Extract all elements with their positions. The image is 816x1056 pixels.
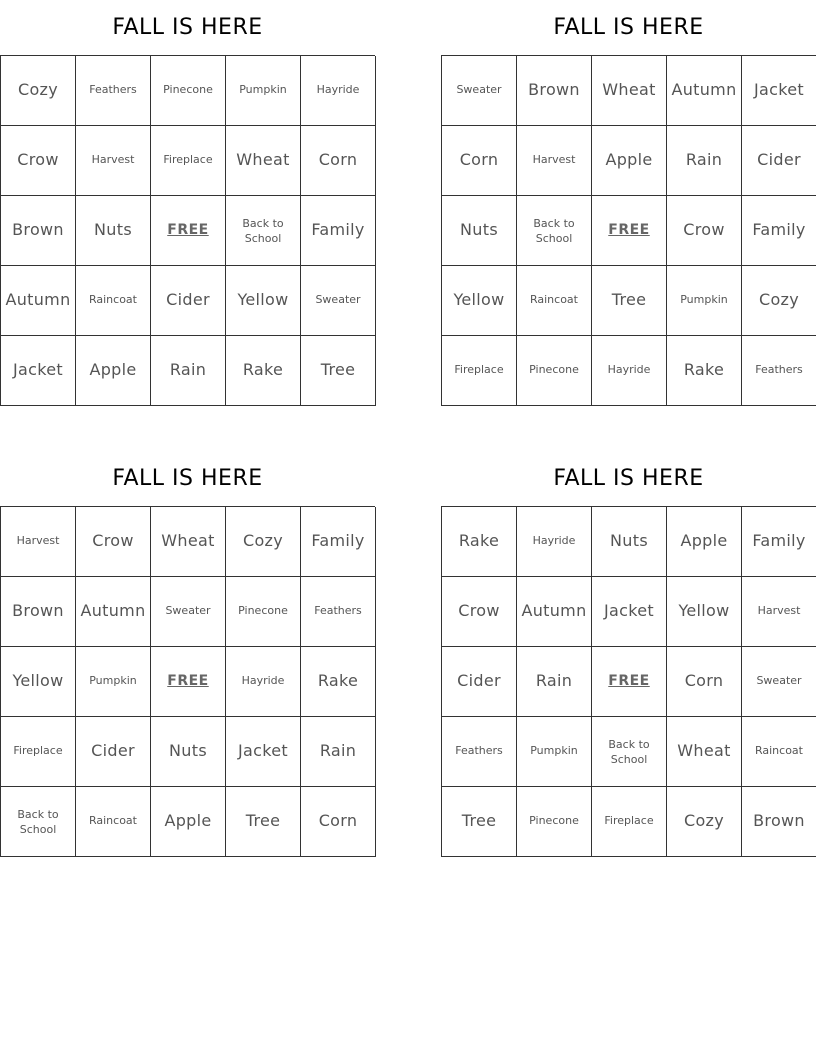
bingo-card-1 xyxy=(0,0,375,406)
bingo-cell xyxy=(442,507,517,577)
bingo-cell-label: Corn xyxy=(318,811,358,831)
bingo-cell-label: Nuts xyxy=(610,531,648,551)
bingo-cell-label: Nuts xyxy=(460,220,498,240)
bingo-cell xyxy=(226,507,301,577)
bingo-cell-label: Autumn xyxy=(5,290,71,310)
bingo-cell-label: Family xyxy=(311,531,365,551)
bingo-cell-label: Crow xyxy=(458,601,500,621)
bingo-cell xyxy=(1,336,76,406)
bingo-cell xyxy=(592,336,667,406)
bingo-cell-label: Cider xyxy=(757,150,801,170)
free-space-cell xyxy=(592,647,667,717)
bingo-cell xyxy=(517,126,592,196)
bingo-cell xyxy=(1,126,76,196)
bingo-cell-label: Pinecone xyxy=(163,83,213,97)
bingo-cell-label: Rain xyxy=(535,671,573,691)
bingo-cell xyxy=(442,126,517,196)
bingo-cell xyxy=(76,507,151,577)
bingo-cell xyxy=(592,787,667,857)
bingo-cell-label: Autumn xyxy=(671,80,737,100)
bingo-cell xyxy=(592,266,667,336)
bingo-cell-label: Fireplace xyxy=(13,744,63,758)
bingo-cell xyxy=(742,266,816,336)
bingo-cell xyxy=(517,336,592,406)
bingo-cell-label: Pumpkin xyxy=(89,674,137,688)
bingo-cell xyxy=(301,717,376,787)
bingo-cell-label: Brown xyxy=(528,80,580,100)
free-space-label: FREE xyxy=(167,222,209,239)
bingo-cell xyxy=(667,507,742,577)
bingo-cell xyxy=(226,196,301,266)
card-title: FALL IS HERE xyxy=(553,466,704,491)
bingo-cell-label: Feathers xyxy=(89,83,137,97)
bingo-cell xyxy=(301,787,376,857)
bingo-cell xyxy=(1,507,76,577)
bingo-cell xyxy=(592,717,667,787)
bingo-cell-label: Feathers xyxy=(755,363,803,377)
bingo-cell xyxy=(76,126,151,196)
bingo-cell xyxy=(667,577,742,647)
free-space-cell xyxy=(151,196,226,266)
bingo-cell-label: Rain xyxy=(319,741,357,761)
bingo-cell xyxy=(301,196,376,266)
bingo-cell xyxy=(1,717,76,787)
free-space-label: FREE xyxy=(608,222,650,239)
bingo-cell-label: Apple xyxy=(164,811,212,831)
bingo-cell-label: Harvest xyxy=(16,534,60,548)
bingo-cell xyxy=(301,126,376,196)
bingo-cell xyxy=(1,196,76,266)
bingo-cell xyxy=(301,577,376,647)
bingo-cell xyxy=(301,336,376,406)
bingo-cell xyxy=(442,647,517,717)
bingo-cell xyxy=(667,336,742,406)
bingo-cell xyxy=(151,507,226,577)
bingo-cell xyxy=(742,647,816,717)
free-space-label: FREE xyxy=(167,673,209,690)
bingo-cell-label: Rain xyxy=(685,150,723,170)
bingo-cell xyxy=(517,577,592,647)
bingo-cell xyxy=(742,507,816,577)
bingo-cell-label: Fireplace xyxy=(604,814,654,828)
bingo-cell-label: Family xyxy=(752,531,806,551)
bingo-card-2 xyxy=(441,0,816,406)
bingo-cell xyxy=(517,787,592,857)
bingo-cell xyxy=(442,717,517,787)
bingo-cell xyxy=(517,507,592,577)
bingo-cell-label: Harvest xyxy=(757,604,801,618)
bingo-cell-label: Fireplace xyxy=(163,153,213,167)
bingo-cell xyxy=(667,647,742,717)
bingo-cell xyxy=(151,787,226,857)
bingo-cell-label: Cider xyxy=(457,671,501,691)
bingo-cell-label: Yellow xyxy=(678,601,730,621)
bingo-cell-label: Nuts xyxy=(94,220,132,240)
bingo-cell-label: Fireplace xyxy=(454,363,504,377)
bingo-cell-label: Cider xyxy=(166,290,210,310)
bingo-cell xyxy=(151,56,226,126)
bingo-cell-label: Yellow xyxy=(237,290,289,310)
bingo-cell xyxy=(592,507,667,577)
bingo-grid xyxy=(0,55,375,406)
bingo-cell xyxy=(301,56,376,126)
bingo-cell xyxy=(742,336,816,406)
bingo-cell xyxy=(1,647,76,717)
bingo-cell-label: Hayride xyxy=(532,534,576,548)
bingo-cell-label: Back to School xyxy=(533,216,575,245)
bingo-cell-label: Back to School xyxy=(608,737,650,766)
bingo-cell-label: Back to School xyxy=(17,807,59,836)
bingo-cell-label: Family xyxy=(752,220,806,240)
bingo-grid xyxy=(441,55,816,406)
bingo-cell-label: Jacket xyxy=(238,741,288,761)
bingo-cell xyxy=(742,126,816,196)
bingo-cell xyxy=(226,126,301,196)
bingo-cell-label: Cozy xyxy=(683,811,725,831)
bingo-cell-label: Wheat xyxy=(161,531,215,551)
bingo-cell xyxy=(742,577,816,647)
bingo-cell xyxy=(592,56,667,126)
free-space-cell xyxy=(592,196,667,266)
bingo-cell-label: Cozy xyxy=(17,80,59,100)
bingo-cell xyxy=(667,717,742,787)
bingo-cell-label: Tree xyxy=(611,290,647,310)
bingo-cell-label: Jacket xyxy=(13,360,63,380)
bingo-cell xyxy=(667,56,742,126)
bingo-cell-label: Rake xyxy=(317,671,359,691)
bingo-cell-label: Family xyxy=(311,220,365,240)
bingo-cell-label: Apple xyxy=(680,531,728,551)
bingo-cell-label: Rain xyxy=(169,360,207,380)
bingo-cell-label: Harvest xyxy=(532,153,576,167)
bingo-cell xyxy=(442,266,517,336)
bingo-cell-label: Cozy xyxy=(758,290,800,310)
bingo-cell-label: Back to School xyxy=(242,216,284,245)
card-title: FALL IS HERE xyxy=(112,466,263,491)
bingo-cell-label: Yellow xyxy=(12,671,64,691)
card-title: FALL IS HERE xyxy=(553,15,704,40)
bingo-cell-label: Raincoat xyxy=(88,293,137,307)
bingo-cell xyxy=(667,266,742,336)
bingo-cell xyxy=(1,56,76,126)
bingo-cell-label: Crow xyxy=(92,531,134,551)
bingo-cell xyxy=(151,717,226,787)
bingo-cell xyxy=(301,647,376,717)
bingo-cell-label: Wheat xyxy=(677,741,731,761)
bingo-card-3 xyxy=(0,451,375,857)
bingo-cell xyxy=(301,507,376,577)
bingo-cell xyxy=(442,787,517,857)
bingo-cell-label: Autumn xyxy=(80,601,146,621)
bingo-cell xyxy=(742,717,816,787)
bingo-cell xyxy=(226,647,301,717)
bingo-cell-label: Raincoat xyxy=(88,814,137,828)
bingo-cell-label: Feathers xyxy=(314,604,362,618)
bingo-cell-label: Apple xyxy=(89,360,137,380)
bingo-cell xyxy=(442,577,517,647)
bingo-cell-label: Crow xyxy=(17,150,59,170)
bingo-cell xyxy=(517,196,592,266)
bingo-cell-label: Raincoat xyxy=(754,744,803,758)
bingo-cell xyxy=(76,336,151,406)
bingo-cell-label: Tree xyxy=(461,811,497,831)
bingo-cell xyxy=(76,196,151,266)
bingo-cell xyxy=(226,577,301,647)
bingo-grid xyxy=(0,506,375,857)
bingo-cell-label: Hayride xyxy=(607,363,651,377)
bingo-cell-label: Sweater xyxy=(315,293,361,307)
bingo-cell-label: Brown xyxy=(12,601,64,621)
bingo-cell-label: Sweater xyxy=(456,83,502,97)
bingo-cell xyxy=(301,266,376,336)
bingo-cell xyxy=(517,717,592,787)
bingo-cell-label: Corn xyxy=(318,150,358,170)
bingo-cell-label: Rake xyxy=(242,360,284,380)
bingo-cell-label: Hayride xyxy=(316,83,360,97)
bingo-cell xyxy=(151,126,226,196)
bingo-cell-label: Hayride xyxy=(241,674,285,688)
bingo-cell xyxy=(151,336,226,406)
bingo-cell-label: Autumn xyxy=(521,601,587,621)
bingo-cell xyxy=(517,647,592,717)
bingo-cell-label: Pinecone xyxy=(529,814,579,828)
bingo-cell-label: Tree xyxy=(320,360,356,380)
bingo-cell-label: Pumpkin xyxy=(239,83,287,97)
bingo-cell-label: Raincoat xyxy=(529,293,578,307)
bingo-cell-label: Tree xyxy=(245,811,281,831)
bingo-cell-label: Yellow xyxy=(453,290,505,310)
bingo-cell xyxy=(742,56,816,126)
bingo-cell xyxy=(76,787,151,857)
bingo-cell xyxy=(76,577,151,647)
bingo-cell xyxy=(151,577,226,647)
bingo-cell-label: Sweater xyxy=(165,604,211,618)
bingo-cell-label: Wheat xyxy=(236,150,290,170)
bingo-cell-label: Pinecone xyxy=(529,363,579,377)
bingo-cell-label: Brown xyxy=(12,220,64,240)
bingo-cell xyxy=(667,196,742,266)
bingo-cell xyxy=(226,336,301,406)
bingo-cell-label: Corn xyxy=(459,150,499,170)
bingo-cell-label: Brown xyxy=(753,811,805,831)
bingo-cell xyxy=(76,56,151,126)
bingo-cell xyxy=(226,56,301,126)
bingo-cell-label: Cozy xyxy=(242,531,284,551)
bingo-cell xyxy=(76,266,151,336)
bingo-cell-label: Cider xyxy=(91,741,135,761)
bingo-cell xyxy=(517,56,592,126)
bingo-cell-label: Rake xyxy=(458,531,500,551)
bingo-cell xyxy=(742,787,816,857)
bingo-cell xyxy=(1,787,76,857)
bingo-cell xyxy=(667,126,742,196)
bingo-cell xyxy=(592,577,667,647)
bingo-cell-label: Pumpkin xyxy=(680,293,728,307)
bingo-cell xyxy=(151,266,226,336)
bingo-cell-label: Apple xyxy=(605,150,653,170)
bingo-cell xyxy=(742,196,816,266)
bingo-cell xyxy=(442,56,517,126)
bingo-cell xyxy=(667,787,742,857)
bingo-cell xyxy=(517,266,592,336)
bingo-cell-label: Nuts xyxy=(169,741,207,761)
bingo-cell-label: Jacket xyxy=(604,601,654,621)
bingo-cell xyxy=(226,787,301,857)
bingo-grid xyxy=(441,506,816,857)
bingo-cell xyxy=(226,717,301,787)
bingo-cell-label: Wheat xyxy=(602,80,656,100)
card-title: FALL IS HERE xyxy=(112,15,263,40)
bingo-cell xyxy=(76,647,151,717)
bingo-cell xyxy=(1,266,76,336)
bingo-cell-label: Crow xyxy=(683,220,725,240)
bingo-cell xyxy=(76,717,151,787)
bingo-cell-label: Harvest xyxy=(91,153,135,167)
bingo-cell-label: Rake xyxy=(683,360,725,380)
bingo-cell xyxy=(592,126,667,196)
bingo-cell-label: Pinecone xyxy=(238,604,288,618)
bingo-cell-label: Sweater xyxy=(756,674,802,688)
bingo-cell-label: Jacket xyxy=(754,80,804,100)
bingo-cell-label: Pumpkin xyxy=(530,744,578,758)
bingo-cell xyxy=(442,336,517,406)
bingo-cell-label: Feathers xyxy=(455,744,503,758)
bingo-cell xyxy=(1,577,76,647)
bingo-cell xyxy=(442,196,517,266)
bingo-card-4 xyxy=(441,451,816,857)
free-space-label: FREE xyxy=(608,673,650,690)
free-space-cell xyxy=(151,647,226,717)
bingo-cell xyxy=(226,266,301,336)
bingo-cell-label: Corn xyxy=(684,671,724,691)
